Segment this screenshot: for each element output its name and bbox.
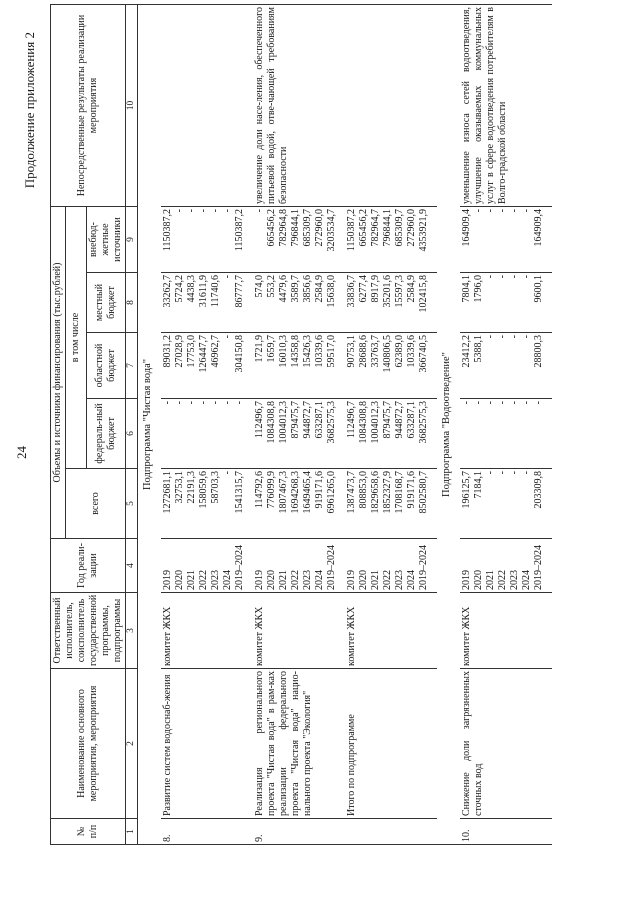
row-years-value: 2019–2024 xyxy=(417,545,429,590)
row-regional-value: 15426,3 xyxy=(301,335,313,368)
row-extra-value: 782964,7 xyxy=(369,209,381,247)
row-name: Реализация регионального проекта "Чистая вода" в рам-ках реализации федерального проекта "Чистая вода" нацио-нального проекта "Экология" xyxy=(253,669,339,819)
header-total: всего xyxy=(66,469,126,539)
row-federal-value: - xyxy=(221,401,233,405)
row-federal-value: 1084308,8 xyxy=(265,401,277,444)
row-federal-value: 879475,7 xyxy=(381,401,393,439)
row-years-value: 2020 xyxy=(265,570,277,590)
column-number: 8 xyxy=(126,273,138,333)
row-total-value: - xyxy=(496,471,508,475)
row-local-value: 35201,6 xyxy=(381,275,393,308)
row-local xyxy=(345,273,431,333)
row-regional-value: 90753,1 xyxy=(345,335,357,368)
row-gap xyxy=(546,5,552,845)
row-local-value: 11740,6 xyxy=(209,275,221,308)
row-years-value: 2024 xyxy=(405,570,417,590)
row-regional xyxy=(460,333,546,399)
row-extra-value: 272960,0 xyxy=(313,209,325,247)
row-local-value: 2584,9 xyxy=(313,275,325,303)
row-years xyxy=(253,539,339,593)
row-extra-value: 164909,4 xyxy=(460,209,472,247)
row-total-value: 7184,1 xyxy=(472,471,484,499)
row-years-value: 2023 xyxy=(393,570,405,590)
row-total-value: 1387473,7 xyxy=(345,471,357,514)
row-regional-value: - xyxy=(496,335,508,339)
row-total-value: 196125,7 xyxy=(460,471,472,509)
row-local-value: 4479,6 xyxy=(277,275,289,303)
row-total xyxy=(460,469,546,539)
header-regional: областной бюджет xyxy=(87,333,126,399)
row-total-value: - xyxy=(508,471,520,475)
row-regional xyxy=(253,333,339,399)
column-number: 1 xyxy=(126,819,138,845)
row-federal-value: - xyxy=(520,401,532,405)
column-number: 4 xyxy=(126,539,138,593)
row-extra-value: 685309,7 xyxy=(301,209,313,247)
section-row xyxy=(138,5,161,845)
row-total-value: 8502580,7 xyxy=(417,471,429,514)
row-years-value: 2021 xyxy=(369,570,381,590)
row-local-value: 15638,0 xyxy=(325,275,337,308)
gap-cell xyxy=(546,207,552,273)
row-federal-value: - xyxy=(173,401,185,405)
page-number: 24 xyxy=(14,446,29,459)
row-years-value: 2020 xyxy=(357,570,369,590)
row-years-value: 2020 xyxy=(173,570,185,590)
row-local-value: 8917,9 xyxy=(369,275,381,303)
table-body xyxy=(138,5,552,845)
row-years-value: 2019 xyxy=(253,570,265,590)
row-local-value: 553,2 xyxy=(265,275,277,298)
row-federal-value: 3682575,3 xyxy=(325,401,337,444)
column-number: 9 xyxy=(126,207,138,273)
row-regional-value: 33763,7 xyxy=(369,335,381,368)
row-total-value: 1649465,4 xyxy=(301,471,313,514)
row-federal-value: - xyxy=(185,401,197,405)
header-funding-group: Объемы и источники финансирования (тыс.рублей) xyxy=(51,207,66,539)
row-federal xyxy=(161,399,247,469)
gap-cell xyxy=(546,669,552,819)
row-federal xyxy=(345,399,431,469)
header-extra: внебюд-жетные источники xyxy=(87,207,126,273)
row-extra-value: - xyxy=(472,209,484,213)
row-federal-value: - xyxy=(496,401,508,405)
row-federal-value: 633287,1 xyxy=(405,401,417,439)
row-local xyxy=(460,273,546,333)
gap-cell xyxy=(546,593,552,669)
row-regional-value: 10339,6 xyxy=(405,335,417,368)
row-extra-value: 1150387,2 xyxy=(161,209,173,252)
row-extra-value: 1150387,2 xyxy=(233,209,245,252)
funding-table xyxy=(50,4,552,845)
row-years-value: 2020 xyxy=(472,570,484,590)
row-regional-value: - xyxy=(520,335,532,339)
header-name: Наименование основного мероприятия, мероприятия xyxy=(51,669,126,819)
row-years-value: 2019 xyxy=(460,570,472,590)
table-header xyxy=(51,5,138,845)
row-regional-value: 17753,0 xyxy=(185,335,197,368)
row-extra-value: - xyxy=(484,209,496,213)
row-federal-value: 3682575,3 xyxy=(417,401,429,444)
row-total-value: 6961265,0 xyxy=(325,471,337,514)
row-extra-value: - xyxy=(508,209,520,213)
row-federal-value: - xyxy=(233,401,245,405)
row-regional-value: 5388,1 xyxy=(472,335,484,363)
row-total xyxy=(253,469,339,539)
row-years-value: 2023 xyxy=(209,570,221,590)
row-regional-value: 59517,0 xyxy=(325,335,337,368)
row-extra-value: 164909,4 xyxy=(532,209,544,247)
row-years-value: 2019–2024 xyxy=(325,545,337,590)
row-total-value: 22191,3 xyxy=(185,471,197,504)
row-number: 9. xyxy=(253,819,339,845)
column-number: 7 xyxy=(126,333,138,399)
row-result: увеличение доли насе-ления, обеспеченного питьевой водой, отве-чающей требованиям безопасности xyxy=(253,5,339,207)
column-number: 6 xyxy=(126,399,138,469)
row-local-value: 3856,6 xyxy=(301,275,313,303)
row-federal-value: 112496,7 xyxy=(253,401,265,439)
row-local-value: 33836,7 xyxy=(345,275,357,308)
header-year: Год реали-зации xyxy=(51,539,126,593)
column-number-row xyxy=(126,5,138,845)
row-extra-value: 272960,0 xyxy=(405,209,417,247)
row-regional-value: 366740,5 xyxy=(417,335,429,373)
row-extra-value: 796844,1 xyxy=(381,209,393,247)
row-local-value: 1796,0 xyxy=(472,275,484,303)
row-local-value: - xyxy=(496,275,508,279)
row-total-value: 1852327,9 xyxy=(381,471,393,514)
row-years-value: 2023 xyxy=(508,570,520,590)
row-total-value: 1694268,3 xyxy=(289,471,301,514)
row-total-value: - xyxy=(221,471,233,475)
table-row xyxy=(460,5,546,845)
row-local-value: 4438,3 xyxy=(185,275,197,303)
row-years-value: 2021 xyxy=(185,570,197,590)
row-total-value: 1807467,3 xyxy=(277,471,289,514)
row-regional-value: 16010,3 xyxy=(277,335,289,368)
row-extra-value: 665456,2 xyxy=(357,209,369,247)
row-total-value: 32753,1 xyxy=(173,471,185,504)
column-number: 10 xyxy=(126,5,138,207)
column-number: 5 xyxy=(126,469,138,539)
row-local-value: 7804,1 xyxy=(460,275,472,303)
row-extra-value: 3203534,7 xyxy=(325,209,337,252)
row-local-value: 6277,4 xyxy=(357,275,369,303)
row-local-value: 3589,7 xyxy=(289,275,301,303)
row-years-value: 2022 xyxy=(289,570,301,590)
row-total-value: 203309,8 xyxy=(532,471,544,509)
row-regional-value: 28800,3 xyxy=(532,335,544,368)
row-regional-value: - xyxy=(508,335,520,339)
row-regional-value: 1659,7 xyxy=(265,335,277,363)
gap-cell xyxy=(546,399,552,469)
row-total-value: - xyxy=(484,471,496,475)
row-result: уменьшение износа сетей водоотведения, улучшение оказываемых коммунальных услуг в сфере водоотведения потребителям в Волго-градской области xyxy=(460,5,546,207)
row-local-value: 574,0 xyxy=(253,275,265,298)
appendix-title: Продолжение приложения 2 xyxy=(22,32,37,189)
row-name: Итого по подпрограмме xyxy=(345,669,431,819)
section-title: Подпрограмма "Чистая вода" xyxy=(138,5,161,845)
row-regional-value: 27028,9 xyxy=(173,335,185,368)
row-federal xyxy=(253,399,339,469)
row-extra-value: - xyxy=(173,209,185,213)
row-regional-value: 14358,8 xyxy=(289,335,301,368)
row-federal-value: - xyxy=(472,401,484,405)
column-number: 3 xyxy=(126,593,138,669)
row-extra xyxy=(345,207,431,273)
row-federal-value: 1004012,3 xyxy=(277,401,289,444)
row-federal-value: - xyxy=(484,401,496,405)
row-federal-value: 944872,7 xyxy=(301,401,313,439)
row-extra xyxy=(161,207,247,273)
row-number: 8. xyxy=(161,819,247,845)
row-total-value: 58703,3 xyxy=(209,471,221,504)
row-extra-value: - xyxy=(185,209,197,213)
row-federal-value: - xyxy=(508,401,520,405)
row-years-value: 2019–2024 xyxy=(532,545,544,590)
row-extra-value: - xyxy=(221,209,233,213)
row-total xyxy=(345,469,431,539)
row-regional-value: 62389,0 xyxy=(393,335,405,368)
row-local-value: - xyxy=(520,275,532,279)
row-number: 10. xyxy=(460,819,546,845)
row-extra-value: 796844,1 xyxy=(289,209,301,247)
row-extra-value: 1150387,2 xyxy=(345,209,357,252)
row-years-value: 2022 xyxy=(496,570,508,590)
row-extra-value: 665456,2 xyxy=(265,209,277,247)
row-years-value: 2019 xyxy=(161,570,173,590)
row-total-value: 919171,6 xyxy=(405,471,417,509)
row-regional-value: - xyxy=(221,335,233,339)
column-number: 2 xyxy=(126,669,138,819)
row-extra-value: 782964,8 xyxy=(277,209,289,247)
gap-cell xyxy=(546,469,552,539)
row-years xyxy=(161,539,247,593)
row-extra-value: 4353921,9 xyxy=(417,209,429,252)
row-federal-value: - xyxy=(460,401,472,405)
row-federal-value: - xyxy=(197,401,209,405)
row-regional-value: 10339,6 xyxy=(313,335,325,368)
row-responsible: комитет ЖКХ xyxy=(460,593,546,669)
row-regional-value: 28688,6 xyxy=(357,335,369,368)
row-federal-value: - xyxy=(161,401,173,405)
row-years-value: 2023 xyxy=(301,570,313,590)
row-years-value: 2021 xyxy=(484,570,496,590)
row-total-value: - xyxy=(520,471,532,475)
table-row xyxy=(253,5,339,845)
row-total-value: 1272681,1 xyxy=(161,471,173,514)
row-federal-value: 112496,7 xyxy=(345,401,357,439)
row-local-value: 31611,9 xyxy=(197,275,209,308)
row-extra xyxy=(460,207,546,273)
row-years-value: 2024 xyxy=(520,570,532,590)
row-federal-value: 944872,7 xyxy=(393,401,405,439)
table-row xyxy=(161,5,247,845)
row-result xyxy=(161,5,247,207)
gap-cell xyxy=(546,273,552,333)
gap-cell xyxy=(546,539,552,593)
row-total-value: 1708168,7 xyxy=(393,471,405,514)
row-federal xyxy=(460,399,546,469)
row-local-value: - xyxy=(221,275,233,279)
gap-cell xyxy=(546,819,552,845)
row-total-value: 158059,6 xyxy=(197,471,209,509)
row-responsible: комитет ЖКХ xyxy=(161,593,247,669)
row-local-value: 2584,9 xyxy=(405,275,417,303)
row-federal-value: 1004012,3 xyxy=(369,401,381,444)
header-in-that-number: в том числе xyxy=(66,207,87,469)
row-regional xyxy=(345,333,431,399)
row-result xyxy=(345,5,431,207)
row-extra-value: - xyxy=(209,209,221,213)
row-extra-value: - xyxy=(253,209,265,213)
gap-cell xyxy=(546,333,552,399)
section-title: Подпрограмма "Водоотведение" xyxy=(437,5,460,845)
row-name: Снижение доли загрязненных сточных вод xyxy=(460,669,546,819)
header-local: местный бюджет xyxy=(87,273,126,333)
row-local-value: 15597,3 xyxy=(393,275,405,308)
row-local xyxy=(161,273,247,333)
row-regional-value: 23412,2 xyxy=(460,335,472,368)
header-results: Непосредственные результаты реализации мероприятия xyxy=(51,5,126,207)
row-total-value: 1829658,6 xyxy=(369,471,381,514)
row-extra xyxy=(253,207,339,273)
row-federal-value: - xyxy=(532,401,544,405)
row-local-value: 5724,2 xyxy=(173,275,185,303)
row-number xyxy=(345,819,431,845)
header-num: № п/п xyxy=(51,819,126,845)
row-years-value: 2022 xyxy=(197,570,209,590)
section-row xyxy=(437,5,460,845)
row-years-value: 2021 xyxy=(277,570,289,590)
row-regional-value: 126447,7 xyxy=(197,335,209,373)
row-federal-value: 633287,1 xyxy=(313,401,325,439)
row-years xyxy=(460,539,546,593)
row-extra-value: - xyxy=(197,209,209,213)
header-federal: федераль-ный бюджет xyxy=(87,399,126,469)
row-regional-value: 1721,9 xyxy=(253,335,265,363)
row-regional-value: 140806,5 xyxy=(381,335,393,373)
row-extra-value: 685309,7 xyxy=(393,209,405,247)
header-responsible: Ответственный исполнитель, соисполнитель государственной программы, подпрограммы xyxy=(51,593,126,669)
row-years-value: 2024 xyxy=(313,570,325,590)
row-federal-value: 1084308,8 xyxy=(357,401,369,444)
row-local-value: - xyxy=(508,275,520,279)
row-name: Развитие систем водоснаб-жения xyxy=(161,669,247,819)
row-total xyxy=(161,469,247,539)
row-total-value: 808853,0 xyxy=(357,471,369,509)
row-years-value: 2024 xyxy=(221,570,233,590)
row-years-value: 2019–2024 xyxy=(233,545,245,590)
row-extra-value: - xyxy=(520,209,532,213)
row-regional xyxy=(161,333,247,399)
row-local-value: 9600,1 xyxy=(532,275,544,303)
row-regional-value: 304150,8 xyxy=(233,335,245,373)
row-regional-value: - xyxy=(484,335,496,339)
row-years-value: 2022 xyxy=(381,570,393,590)
row-years xyxy=(345,539,431,593)
row-total-value: 1541315,7 xyxy=(233,471,245,514)
row-years-value: 2019 xyxy=(345,570,357,590)
row-total-value: 919171,6 xyxy=(313,471,325,509)
row-local xyxy=(253,273,339,333)
row-federal-value: 879475,7 xyxy=(289,401,301,439)
row-total-value: 776099,9 xyxy=(265,471,277,509)
row-local-value: 33262,7 xyxy=(161,275,173,308)
row-responsible: комитет ЖКХ xyxy=(253,593,339,669)
row-total-value: 114792,6 xyxy=(253,471,265,509)
gap-cell xyxy=(546,5,552,207)
row-extra-value: - xyxy=(496,209,508,213)
row-responsible: комитет ЖКХ xyxy=(345,593,431,669)
table-row xyxy=(345,5,431,845)
row-local-value: 102415,8 xyxy=(417,275,429,313)
row-local-value: 86777,7 xyxy=(233,275,245,308)
row-regional-value: 89031,2 xyxy=(161,335,173,368)
row-local-value: - xyxy=(484,275,496,279)
row-regional-value: 46962,7 xyxy=(209,335,221,368)
row-federal-value: - xyxy=(209,401,221,405)
